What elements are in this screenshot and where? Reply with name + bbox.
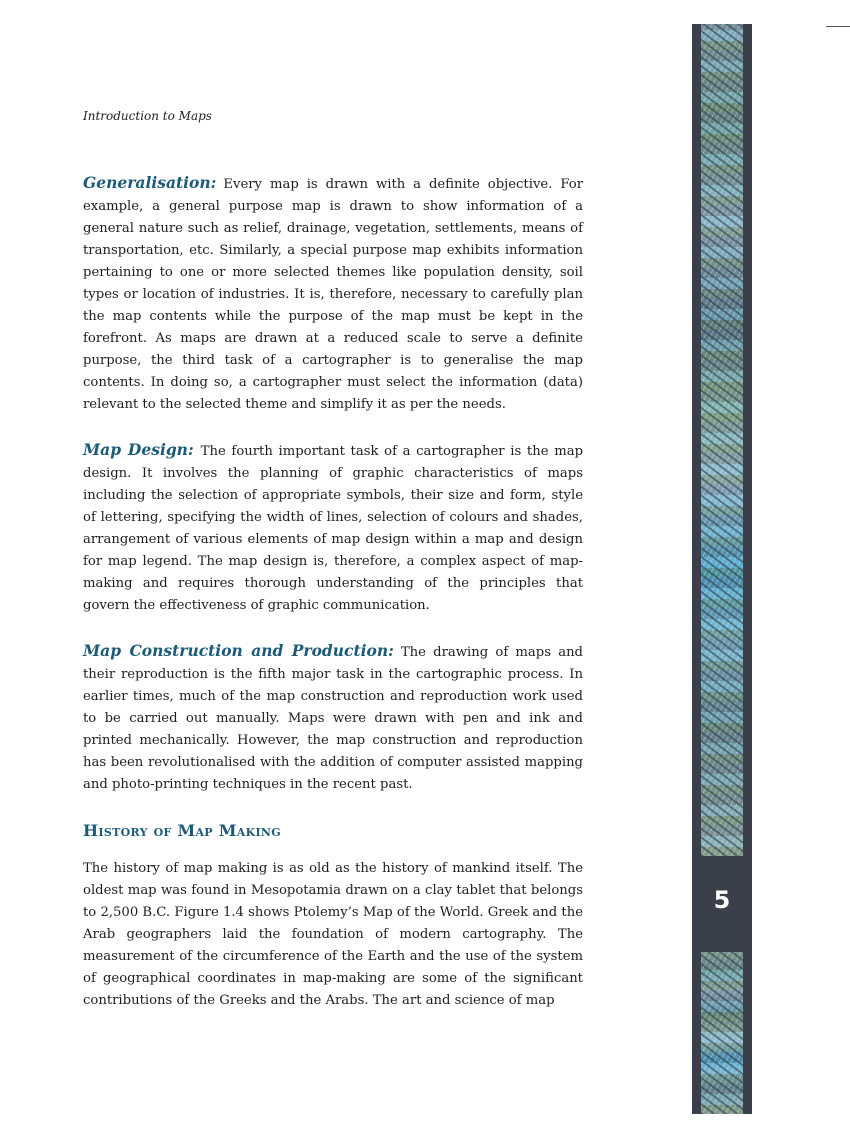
paragraph-lead-heading: Generalisation: [83,173,217,192]
corner-rule [826,26,850,27]
running-head: Introduction to Maps [83,109,212,123]
page-number: 5 [713,886,731,914]
satellite-imagery-image [701,952,743,1114]
section-map-design [83,439,583,617]
section-heading-history: History of Map Making [83,821,281,840]
paragraph-text: The drawing of maps and their reproduction is the fifth major task in the cartographic process. In earlier times, much of the map construction and reproduction work used to be carried out manually. Maps were drawn with pen and ink and printed mechanically. However, the map construction and reproduction has been revolutionalised with the addition of computer assisted mapping and photo-printing techniques in the recent past. [83,645,583,792]
paragraph-lead-heading: Map Construction and Production: [83,641,394,660]
satellite-imagery-image [701,24,743,856]
side-strip [692,24,752,1114]
paragraph [83,172,583,416]
paragraph [83,439,583,617]
section-map-construction [83,640,583,796]
history-paragraph: The history of map making is as old as the history of mankind itself. The oldest map was found in Mesopotamia drawn on a clay tablet that belongs to 2,500 B.C. Figure 1.4 shows Ptolemy’s Map of the World. Greek and the Arab geographers laid the foundation of modern cartography. The measurement of the circumference of the Earth and the use of the system of geographical coordinates in map-making are some of the significant contributions of the Greeks and the Arabs. The art and science of map [83,861,583,1008]
page-body [83,172,583,1012]
paragraph-text: The fourth important task of a cartographer is the map design. It involves the planning of graphic characteristics of maps including the selection of appropriate symbols, their size and form, style of lettering, specifying the width of lines, selection of colours and shades, arrangement of various elements of map design within a map and design for map legend. The map design is, therefore, a complex aspect of map-making and requires thorough understanding of the principles that govern the effectiveness of graphic communication. [83,444,584,613]
section-generalisation [83,172,583,416]
paragraph-text: Every map is drawn with a definite objective. For example, a general purpose map is drawn to show information of a general nature such as relief, drainage, vegetation, settlements, means of transportation, etc. Similarly, a special purpose map exhibits information pertaining to one or more selected themes like population density, soil types or location of industries. It is, therefore, necessary to carefully plan the map contents while the purpose of the map must be kept in the forefront. As maps are drawn at a reduced scale to serve a definite purpose, the third task of a cartographer is to generalise the map contents. In doing so, a cartographer must select the information (data) relevant to the selected theme and simplify it as per the needs. [83,177,583,412]
paragraph [83,640,583,796]
paragraph-lead-heading: Map Design: [83,440,194,459]
